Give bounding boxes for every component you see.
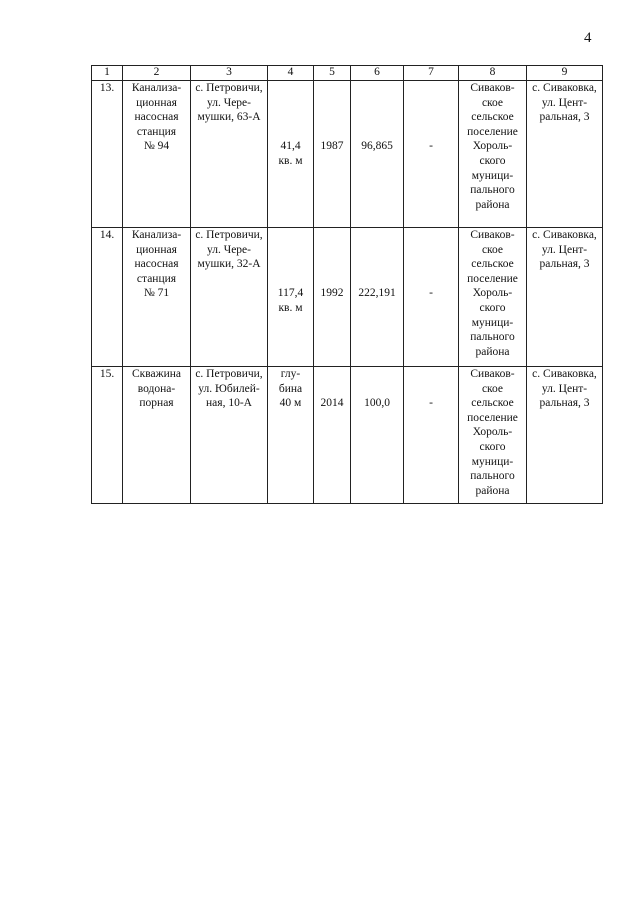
object-address: с. Петровичи, ул. Чере- мушки, 63-А — [195, 82, 263, 124]
column-header: 3 — [191, 66, 268, 81]
column-number-row — [92, 66, 603, 81]
object-area: 117,4 кв. м — [277, 287, 304, 314]
column-header: 2 — [123, 66, 191, 81]
row-number: 14. — [99, 229, 115, 241]
row-number: 15. — [99, 368, 115, 380]
column-7-value: - — [429, 397, 433, 409]
object-value: 96,865 — [361, 140, 393, 152]
object-name: Канализа- ционная насосная станция № 94 — [131, 82, 182, 153]
object-year: 1992 — [320, 287, 344, 299]
object-owner: Сиваков- ское сельское поселение Хороль- ского муници- пального района — [467, 82, 518, 211]
object-address: с. Петровичи, ул. Чере- мушки, 32-А — [195, 229, 263, 271]
object-area: 41,4 кв. м — [278, 140, 303, 167]
object-value: 100,0 — [364, 397, 390, 409]
property-registry-table — [91, 65, 603, 504]
table-row — [92, 367, 603, 504]
object-area: глу- бина 40 м — [278, 368, 303, 410]
column-7-value: - — [429, 287, 433, 299]
owner-location: с. Сиваковка, ул. Цент- ральная, 3 — [532, 368, 597, 410]
object-owner: Сиваков- ское сельское поселение Хороль- ского муници- пального района — [467, 229, 518, 358]
column-header: 9 — [527, 66, 603, 81]
object-value: 222,191 — [358, 287, 396, 299]
column-header: 8 — [459, 66, 527, 81]
row-number: 13. — [99, 82, 115, 94]
column-header: 1 — [92, 66, 123, 81]
object-name: Канализа- ционная насосная станция № 71 — [131, 229, 182, 300]
object-address: с. Петровичи, ул. Юбилей- ная, 10-А — [195, 368, 263, 410]
column-header: 4 — [268, 66, 314, 81]
object-owner: Сиваков- ское сельское поселение Хороль- ского муници- пального района — [467, 368, 518, 497]
column-header: 6 — [351, 66, 404, 81]
column-header: 7 — [404, 66, 459, 81]
object-year: 2014 — [320, 397, 344, 409]
page-number: 4 — [584, 30, 592, 46]
column-7-value: - — [429, 140, 433, 152]
table-row — [92, 228, 603, 367]
table-row — [92, 81, 603, 228]
object-year: 1987 — [320, 140, 344, 152]
object-name: Скважина водона- порная — [132, 368, 181, 410]
column-header: 5 — [314, 66, 351, 81]
owner-location: с. Сиваковка, ул. Цент- ральная, 3 — [532, 82, 597, 124]
owner-location: с. Сиваковка, ул. Цент- ральная, 3 — [532, 229, 597, 271]
